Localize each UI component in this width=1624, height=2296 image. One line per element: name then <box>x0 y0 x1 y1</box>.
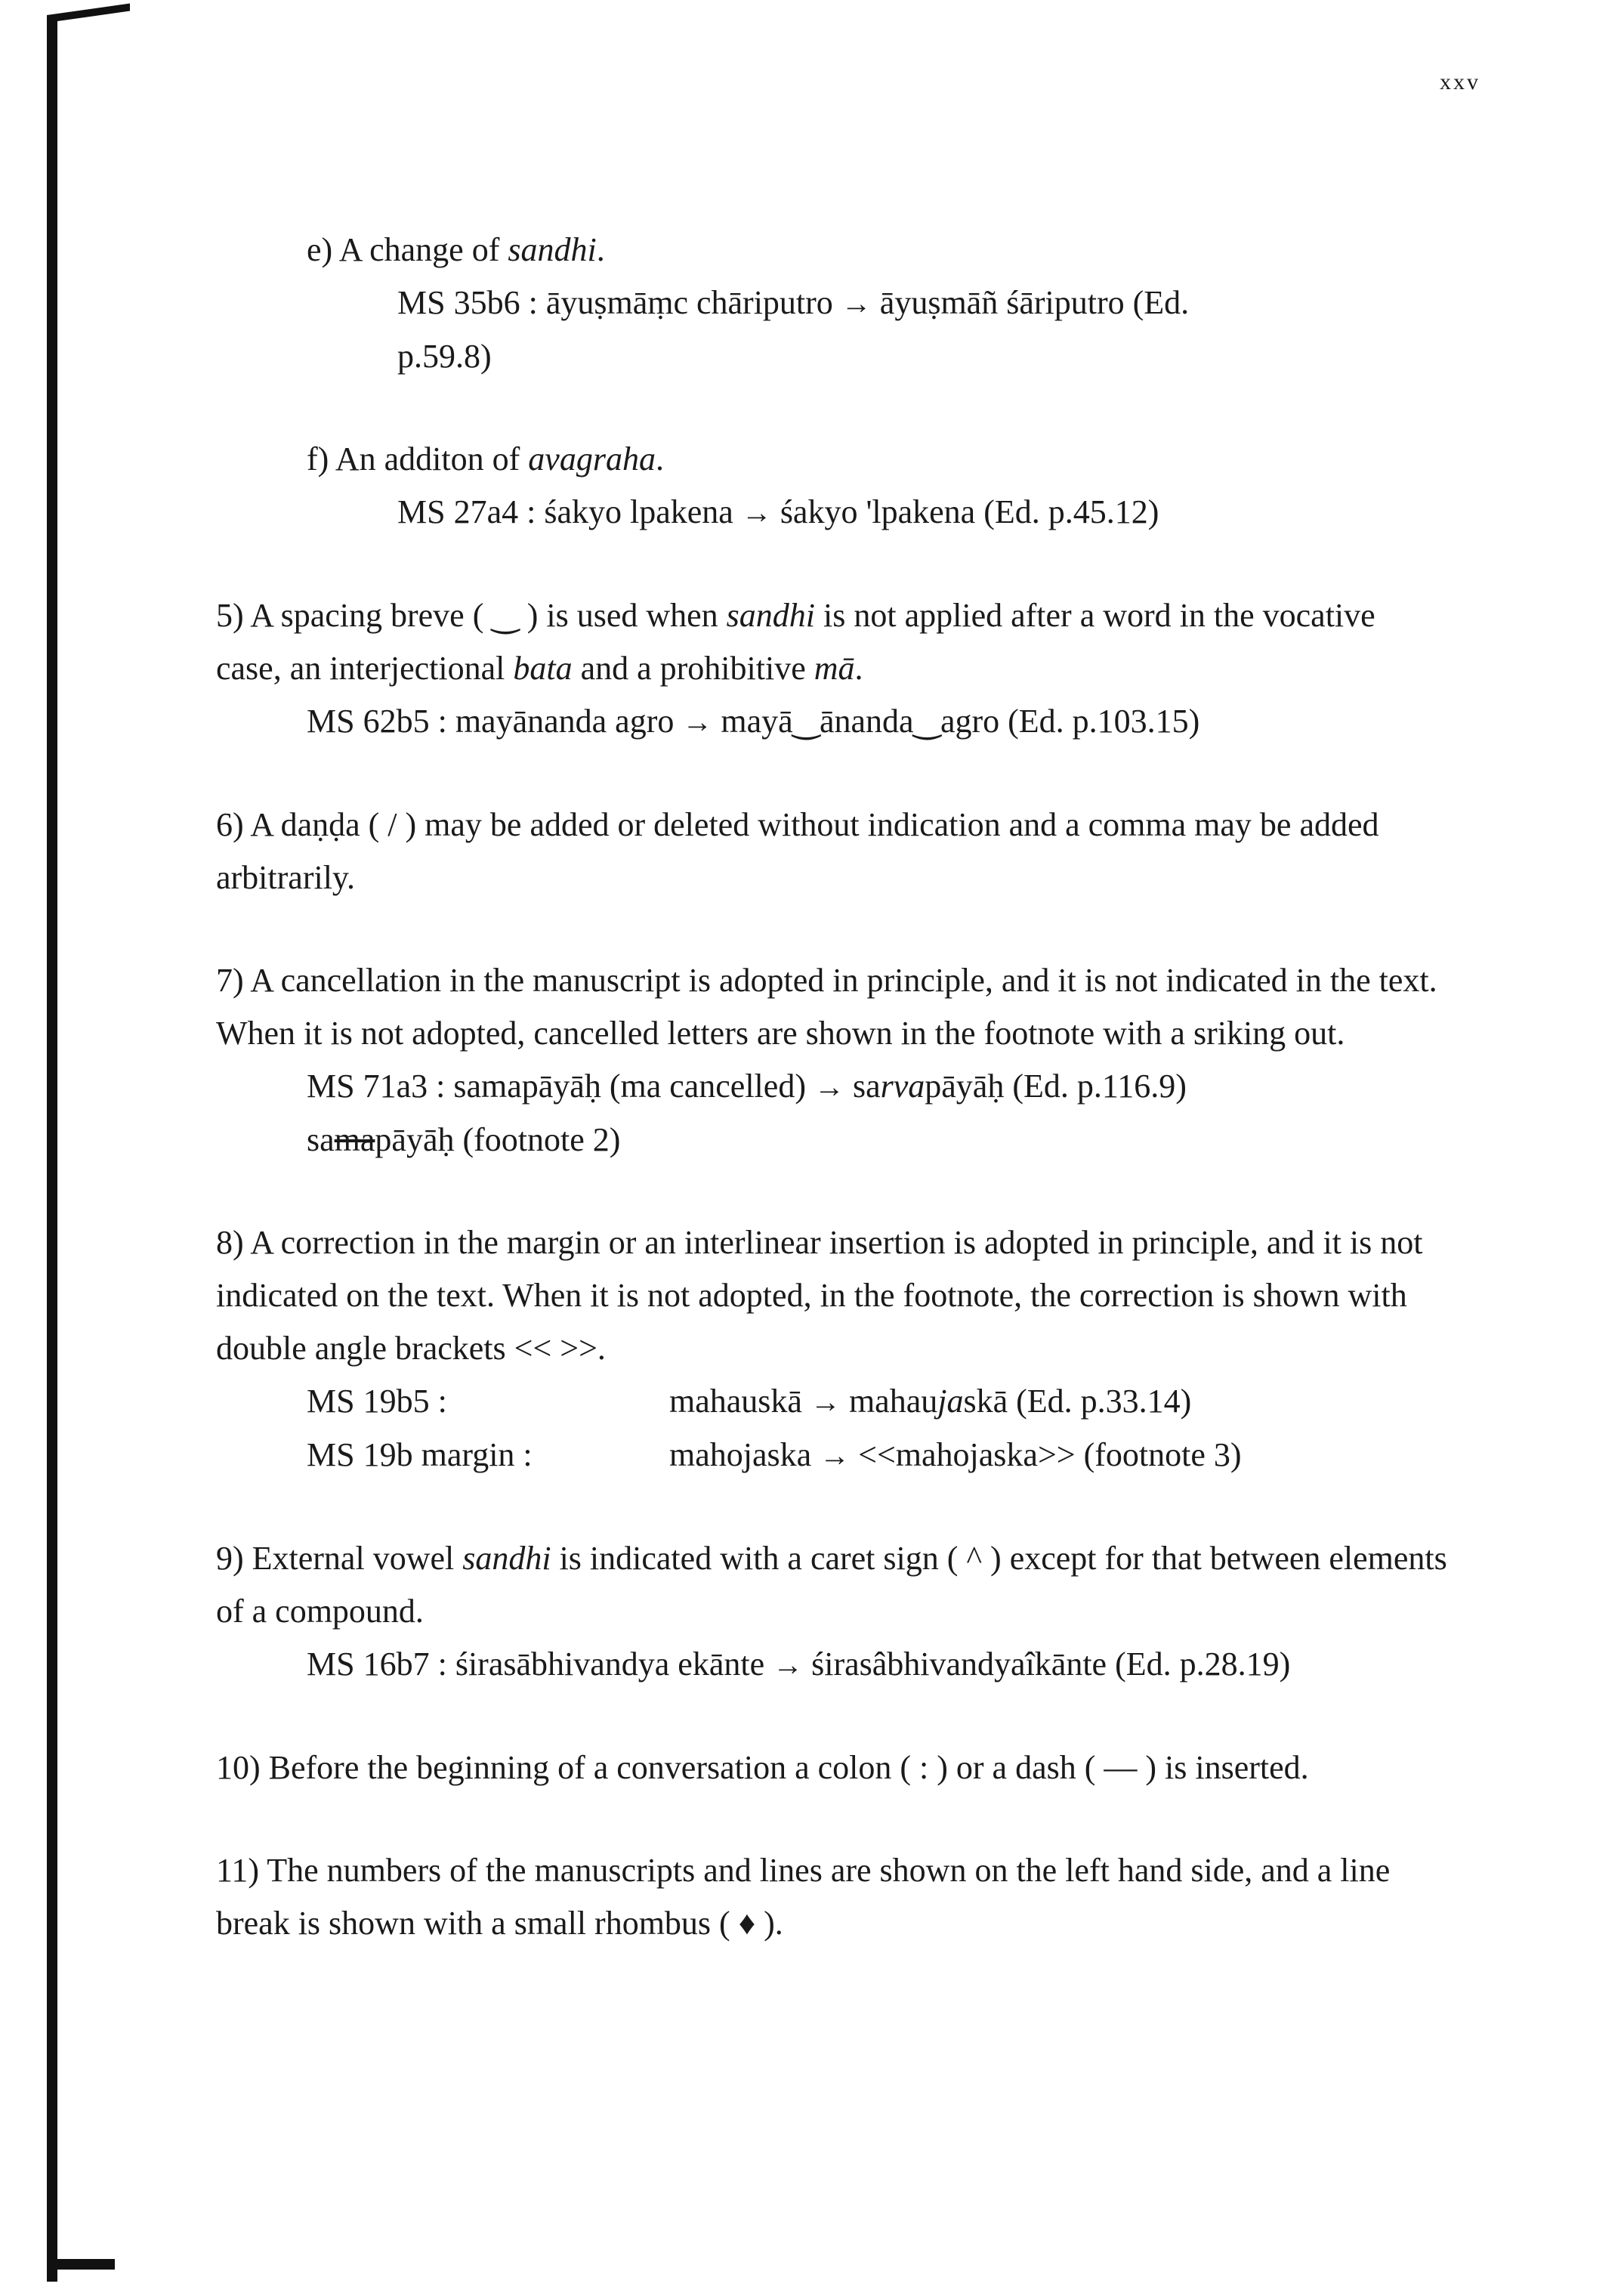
arrow-icon: → <box>810 1385 841 1419</box>
arrow-icon: → <box>841 286 872 320</box>
item-8-row1-result-part1: mahau <box>840 1383 938 1420</box>
item-5-example-source: MS 62b5 : mayānanda agro <box>307 703 683 740</box>
item-f-suffix: . <box>655 440 664 477</box>
item-9-part2: is indicated with a caret sign ( ^ ) except for that between elements of a compound. <box>216 1540 1447 1630</box>
item-8-row1-result-part2: skā (Ed. p.33.14) <box>963 1383 1192 1420</box>
item-f-heading <box>216 433 1447 486</box>
item-e-example-source: MS 35b6 : āyuṣmāṃc chāriputro <box>397 284 841 321</box>
item-7-footnote-part1: sa <box>307 1121 335 1158</box>
item-8-row1-source: mahauskā <box>669 1383 810 1420</box>
item-8-row1-result-emphasis: ja <box>937 1383 964 1420</box>
item-9-term: sandhi <box>462 1540 551 1577</box>
item-5-example-result: mayā‿ānanda‿agro (Ed. p.103.15) <box>712 703 1200 740</box>
item-7-example-source: MS 71a3 : samapāyāḥ (ma cancelled) <box>307 1068 814 1105</box>
item-9-example-result: śirasâbhivandyaîkānte (Ed. p.28.19) <box>803 1646 1291 1683</box>
item-7-result-part1: sa <box>844 1068 881 1105</box>
page-content <box>216 224 1447 1950</box>
item-5-part3: and a prohibitive <box>572 650 814 687</box>
item-8-text: 8) A correction in the margin or an interlinear insertion is adopted in principle, and it is not indicated on the text. When it is not adopted, in the footnote, the correction is shown with double angle brackets << >>. <box>216 1224 1423 1367</box>
item-f-example <box>216 486 1447 539</box>
item-8-row2-label: MS 19b margin : <box>307 1436 533 1473</box>
item-e-term: sandhi <box>508 231 597 268</box>
item-e-example-ref: p.59.8) <box>397 338 492 375</box>
item-9-part1: 9) External vowel <box>216 1540 463 1577</box>
item-9-example-source: MS 16b7 : śirasābhivandya ekānte <box>307 1646 773 1683</box>
item-e-heading <box>216 224 1447 277</box>
arrow-icon: → <box>820 1438 851 1472</box>
item-8-row1-label: MS 19b5 : <box>307 1383 447 1420</box>
item-e-example-result: āyuṣmāñ śāriputro (Ed. <box>871 284 1190 321</box>
item-5-part4: . <box>854 650 863 687</box>
item-8-examples-table <box>307 1375 1242 1482</box>
item-f-prefix: f) An additon of <box>307 440 529 477</box>
arrow-icon: → <box>773 1648 804 1682</box>
item-8-row1-value <box>669 1375 1242 1429</box>
item-9-example <box>216 1638 1447 1692</box>
item-7-result-part2: pāyāḥ (Ed. p.116.9) <box>925 1068 1187 1105</box>
item-f-term: avagraha <box>528 440 656 477</box>
item-5-part2: is not applied after a word in the vocative case, an interjectional <box>216 597 1375 687</box>
item-10-text: 10) Before the beginning of a conversation a colon ( : ) or a dash ( — ) is inserted. <box>216 1749 1309 1786</box>
page-binding-edge-top <box>47 4 130 23</box>
item-7-example <box>216 1060 1447 1167</box>
item-11-text: 11) The numbers of the manuscripts and lines are shown on the left hand side, and a line break is shown with a small rhombus ( ♦ ). <box>216 1852 1391 1942</box>
table-row <box>307 1375 1242 1429</box>
item-6-text: 6) A daṇḍa ( / ) may be added or deleted without indication and a comma may be added arbitrarily. <box>216 806 1379 896</box>
item-7-footnote-part2: pāyāḥ (footnote 2) <box>375 1121 621 1158</box>
item-8-row2-value <box>669 1429 1242 1482</box>
item-7-result-emphasis: rva <box>880 1068 925 1105</box>
item-f-example-result: śakyo 'lpakena (Ed. p.45.12) <box>771 493 1159 530</box>
table-row <box>307 1429 1242 1482</box>
arrow-icon: → <box>682 705 713 739</box>
item-5-term2: bata <box>513 650 573 687</box>
item-e-example <box>216 277 1447 383</box>
item-e-suffix: . <box>596 231 605 268</box>
page-binding-edge <box>47 15 57 2282</box>
item-5-example <box>216 695 1447 749</box>
page-number: xxv <box>1440 70 1480 94</box>
item-5-part1: 5) A spacing breve ( ‿ ) is used when <box>216 597 727 634</box>
item-7-footnote-struck: ma <box>334 1121 375 1158</box>
item-5-term3: mā <box>814 650 855 687</box>
arrow-icon: → <box>741 496 772 530</box>
item-8-row2-result: <<mahojaska>> (footnote 3) <box>850 1436 1242 1473</box>
item-5-term1: sandhi <box>726 597 816 634</box>
item-e-prefix: e) A change of <box>307 231 508 268</box>
item-f-example-source: MS 27a4 : śakyo lpakena <box>397 493 742 530</box>
item-5-text <box>216 589 1447 695</box>
page-binding-edge-bottom <box>47 2259 115 2270</box>
item-9-text <box>216 1532 1447 1638</box>
item-7-text: 7) A cancellation in the manuscript is adopted in principle, and it is not indicated in the text. When it is not adopted, cancelled letters are shown in the footnote with a sriking out. <box>216 962 1437 1052</box>
item-8-row2-source: mahojaska <box>669 1436 820 1473</box>
arrow-icon: → <box>814 1070 844 1104</box>
